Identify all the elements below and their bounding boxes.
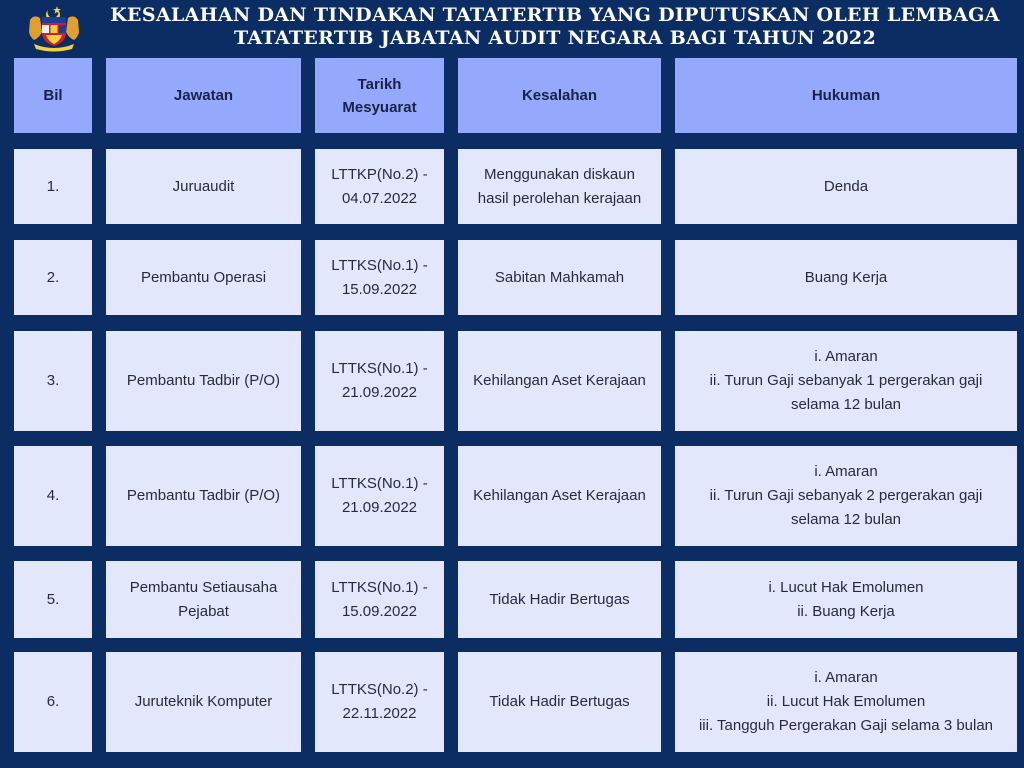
cell-kesalahan — [458, 561, 661, 638]
cell-text: iii. Tangguh Pergerakan Gaji selama 3 bulan — [698, 717, 994, 734]
cell-text: LTTKS(No.1) - — [331, 475, 428, 492]
cell-jawatan — [106, 149, 301, 224]
cell-text: 21.09.2022 — [341, 499, 418, 516]
header-hukuman — [675, 58, 1017, 133]
cell-bil — [14, 240, 92, 315]
cell-text: LTTKS(No.1) - — [331, 256, 428, 274]
cell-text: 04.07.2022 — [341, 189, 418, 207]
header-text: Kesalahan — [521, 87, 598, 104]
header-text: Tarikh — [357, 75, 402, 93]
cell-text: 15.09.2022 — [341, 602, 418, 620]
header-tarikh — [315, 58, 444, 133]
cell-bil — [14, 652, 92, 752]
cell-text: Buang Kerja — [804, 268, 888, 286]
cell-tarikh — [315, 240, 444, 315]
cell-text: LTTKP(No.2) - — [331, 165, 428, 183]
cell-bil — [14, 446, 92, 546]
cell-jawatan — [106, 652, 301, 752]
cell-text: 3. — [46, 372, 60, 389]
cell-text: Menggunakan diskaun — [484, 165, 635, 183]
cell-hukuman — [675, 240, 1017, 315]
header-text: Mesyuarat — [342, 98, 417, 116]
cell-text: Tidak Hadir Bertugas — [489, 693, 630, 710]
cell-kesalahan — [458, 331, 661, 431]
cell-jawatan — [106, 446, 301, 546]
header-text: Bil — [43, 87, 63, 104]
cell-jawatan — [106, 561, 301, 638]
cell-text: hasil perolehan kerajaan — [477, 189, 642, 207]
cell-text: LTTKS(No.1) - — [331, 578, 428, 596]
cell-text: selama 12 bulan — [790, 511, 902, 528]
cell-text: Pembantu Operasi — [140, 268, 267, 286]
cell-kesalahan — [458, 149, 661, 224]
cell-text: selama 12 bulan — [790, 396, 902, 413]
cell-bil — [14, 331, 92, 431]
cell-tarikh — [315, 331, 444, 431]
header-kesalahan — [458, 58, 661, 133]
cell-kesalahan — [458, 446, 661, 546]
cell-text: Kehilangan Aset Kerajaan — [473, 372, 646, 389]
cell-text: 21.09.2022 — [341, 384, 418, 401]
page-title — [90, 4, 1020, 50]
cell-text: Juruaudit — [172, 177, 235, 195]
cell-text: ii. Lucut Hak Emolumen — [766, 693, 926, 710]
header-text: Jawatan — [173, 87, 234, 104]
cell-text: Tidak Hadir Bertugas — [489, 590, 630, 608]
header-jawatan — [106, 58, 301, 133]
cell-text: Pembantu Tadbir (P/O) — [126, 487, 281, 504]
cell-text: ii. Turun Gaji sebanyak 1 pergerakan gaji — [709, 372, 983, 389]
cell-text: i. Lucut Hak Emolumen — [768, 578, 924, 596]
header-bil — [14, 58, 92, 133]
cell-tarikh — [315, 446, 444, 546]
cell-text: Pejabat — [178, 602, 229, 620]
cell-text: 4. — [46, 487, 60, 504]
title-line: KESALAHAN DAN TINDAKAN TATATERTIB YANG DIPUTUSKAN OLEH LEMBAGA — [110, 4, 1000, 26]
cell-tarikh — [315, 652, 444, 752]
title-line: TATATERTIB JABATAN AUDIT NEGARA BAGI TAHUN 2022 — [234, 27, 876, 49]
cell-text: i. Amaran — [814, 463, 878, 480]
cell-text: Sabitan Mahkamah — [494, 268, 625, 286]
cell-text: Denda — [823, 177, 869, 195]
cell-jawatan — [106, 240, 301, 315]
cell-text: Pembantu Setiausaha — [129, 578, 278, 596]
cell-text: 15.09.2022 — [341, 280, 418, 298]
cell-hukuman — [675, 652, 1017, 752]
cell-text: i. Amaran — [814, 348, 878, 365]
cell-kesalahan — [458, 652, 661, 752]
cell-tarikh — [315, 561, 444, 638]
header-text: Hukuman — [811, 87, 881, 104]
cell-kesalahan — [458, 240, 661, 315]
cell-hukuman — [675, 561, 1017, 638]
cell-hukuman — [675, 331, 1017, 431]
cell-bil — [14, 561, 92, 638]
cell-text: 6. — [46, 693, 60, 710]
cell-text: i. Amaran — [814, 669, 878, 686]
cell-text: Juruteknik Komputer — [134, 693, 273, 710]
cell-text: ii. Turun Gaji sebanyak 2 pergerakan gaji — [709, 487, 983, 504]
cell-text: Kehilangan Aset Kerajaan — [473, 487, 646, 504]
malaysia-coat-of-arms-icon — [24, 4, 84, 52]
cell-text: LTTKS(No.2) - — [331, 681, 428, 698]
cell-bil — [14, 149, 92, 224]
cell-text: LTTKS(No.1) - — [331, 360, 428, 377]
cell-text: 5. — [46, 590, 60, 608]
cell-text: ii. Buang Kerja — [797, 602, 895, 620]
cell-hukuman — [675, 446, 1017, 546]
cell-text: Pembantu Tadbir (P/O) — [126, 372, 281, 389]
cell-hukuman — [675, 149, 1017, 224]
cell-jawatan — [106, 331, 301, 431]
cell-tarikh — [315, 149, 444, 224]
cell-text: 1. — [46, 177, 60, 195]
cell-text: 22.11.2022 — [342, 705, 417, 722]
cell-text: 2. — [46, 268, 60, 286]
